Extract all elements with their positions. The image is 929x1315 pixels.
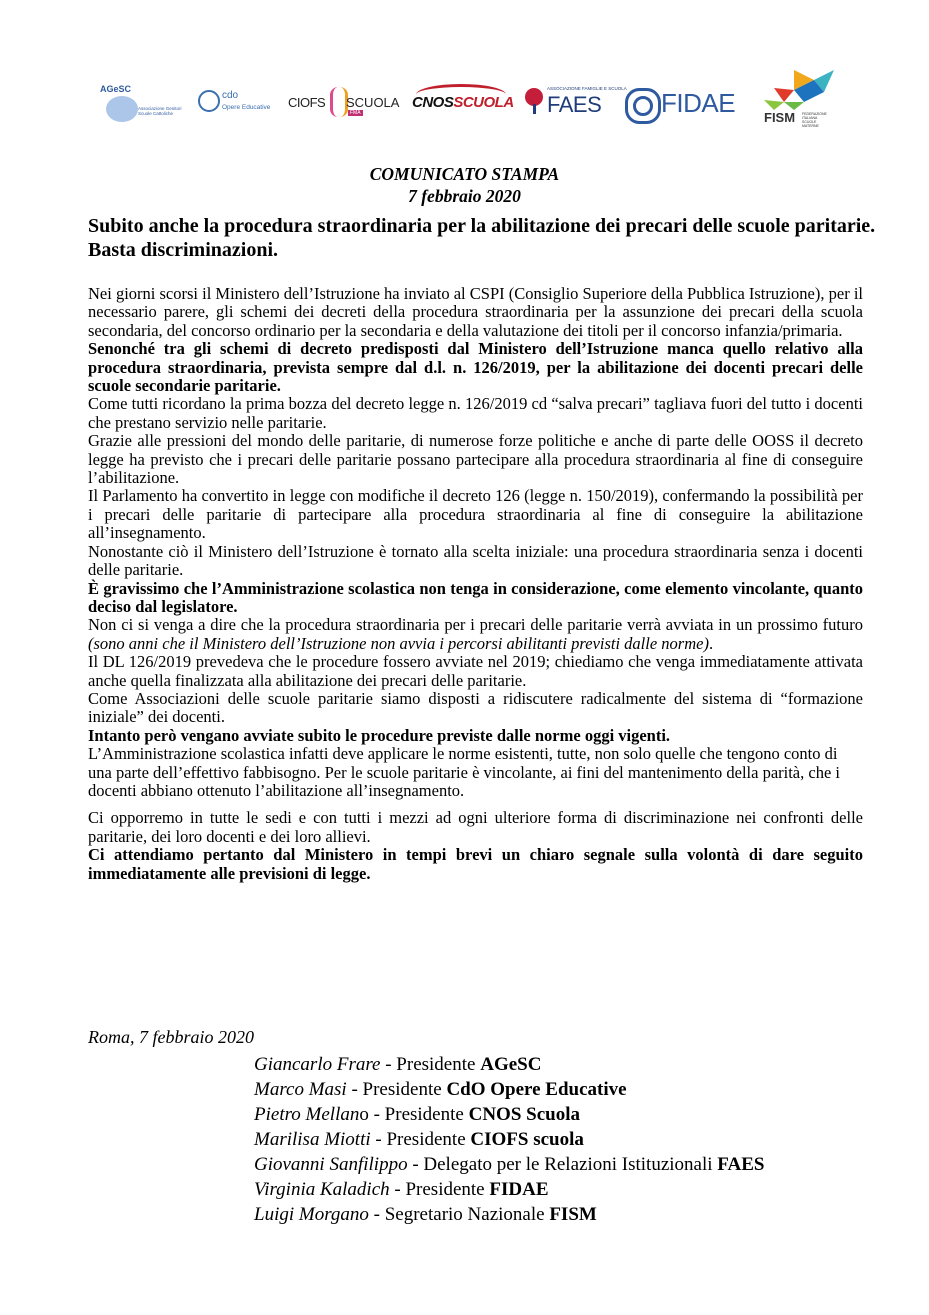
logos-band [100, 70, 840, 130]
fism-logo: FISM FEDERAZIONE ITALIANA SCUOLE MATERNE [754, 70, 834, 130]
signatory: Marilisa Miotti - Presidente CIOFS scuola [254, 1129, 584, 1150]
cnos-logo: CNOSSCUOLA [412, 84, 517, 119]
paragraph-bold: Intanto però vengano avviate subito le procedure previste dalle norme oggi vigenti. [88, 725, 671, 745]
signatories-list [254, 1052, 764, 1227]
cdo-logo: cdo Opere Educative [198, 82, 278, 122]
signatory: Virginia Kaladich - Presidente FIDAE [254, 1179, 549, 1200]
paragraph: Grazie alle pressioni del mondo delle paritarie, di numerose forze politiche e anche di parte delle OOSS il decreto legge ha previsto che i precari delle paritarie possano partecipare alla procedura straordinaria al fine di conseguire l’abilitazione. [88, 431, 863, 488]
paragraph: Il DL 126/2019 prevedeva che le procedure fossero avviate nel 2019; chiediamo che venga immediatamente attivata anche quella finalizzata alla abilitazione dei precari delle paritarie. [88, 652, 863, 690]
place-date: Roma, 7 febbraio 2020 [88, 1027, 254, 1047]
paragraph: Nonostante ciò il Ministero dell’Istruzione è tornato alla scelta iniziale: una procedura straordinaria senza i docenti delle paritarie. [88, 541, 863, 580]
body-text [88, 285, 863, 883]
paragraph: Il Parlamento ha convertito in legge con modifiche il decreto 126 (legge n. 150/2019), confermando la possibilità per i precari delle paritarie di partecipare alla procedura straordinaria al fine di conseguire la abilitazione all’insegnamento. [88, 486, 863, 543]
ciofs-logo: CIOFS SCUOLA FMA [288, 85, 403, 120]
signatory: Giancarlo Frare - Presidente AGeSC [254, 1054, 542, 1075]
document-date: 7 febbraio 2020 [408, 186, 521, 206]
document-title: COMUNICATO STAMPA [369, 164, 560, 184]
paragraph: Nei giorni scorsi il Ministero dell’Istruzione ha inviato al CSPI (Consiglio Superiore della Pubblica Istruzione), per il necessario parere, gli schemi dei decreti della procedura straordinaria per la assunzione dei precari della scuola secondaria, del concorso ordinario per la secondaria e della valutazione dei titoli per il concorso infanzia/primaria. [88, 284, 863, 340]
paragraph-bold: Senonché tra gli schemi di decreto predisposti dal Ministero dell’Istruzione manca quello relativo alla procedura straordinaria, prevista sempre dal d.l. n. 126/2019, per la abilitazione dei docenti precari delle scuole secondarie paritarie. [88, 339, 863, 396]
paragraph: Non ci si venga a dire che la procedura straordinaria per i precari delle paritarie verrà avviata in un prossimo futuro (sono anni che il Ministero dell’Istruzione non avvia i percorsi abilitanti previsti dalle norme). [88, 615, 863, 653]
signatory: Giovanni Sanfilippo - Delegato per le Relazioni Istituzionali FAES [254, 1154, 765, 1175]
faes-logo: ASSOCIAZIONE FAMIGLIE E SCUOLA FAES [525, 82, 620, 122]
paragraph: L’Amministrazione scolastica infatti deve applicare le norme esistenti, tutte, non solo quelle che tengono conto di una parte dell’effettivo fabbisogno. Per le scuole paritarie è vincolante, ai fini del mantenimento della parità, che i docenti abbiano ottenuto l’abilitazione all’insegnamento. [88, 744, 840, 800]
signatory: Luigi Morgano - Segretario Nazionale FISM [254, 1204, 597, 1225]
paragraph: Come tutti ricordano la prima bozza del decreto legge n. 126/2019 cd “salva precari” tagliava fuori del tutto i docenti che prestano servizio nelle paritarie. [88, 394, 863, 432]
fism-tangram-icon [754, 70, 834, 110]
paragraph-bold: Ci attendiamo pertanto dal Ministero in tempi brevi un chiaro segnale sulla volontà di dare seguito immediatamente alle previsioni di legge. [88, 845, 863, 883]
paragraph: Ci opporremo in tutte le sedi e con tutti i mezzi ad ogni ulteriore forma di discriminazione nei confronti delle paritarie, dei loro docenti e dei loro allievi. [88, 808, 863, 846]
paragraph-bold: È gravissimo che l’Amministrazione scolastica non tenga in considerazione, come elemento vincolante, quanto deciso dal legislatore. [88, 578, 863, 616]
fidae-logo: FIDAE [625, 84, 745, 122]
signatory: Pietro Mellano - Presidente CNOS Scuola [254, 1104, 580, 1125]
cdo-ring-icon [198, 90, 220, 112]
signatory: Marco Masi - Presidente CdO Opere Educative [254, 1079, 627, 1100]
agesc-logo: AGeSC Associazione Genitori Scuole Cattoliche [100, 82, 190, 124]
paragraph: Come Associazioni delle scuole paritarie siamo disposti a ridiscutere radicalmente del sistema di “formazione iniziale” dei docenti. [88, 688, 863, 727]
headline: Subito anche la procedura straordinaria per la abilitazione dei precari delle scuole paritarie. Basta discriminazioni. [88, 215, 876, 261]
agesc-people-icon [106, 96, 138, 122]
